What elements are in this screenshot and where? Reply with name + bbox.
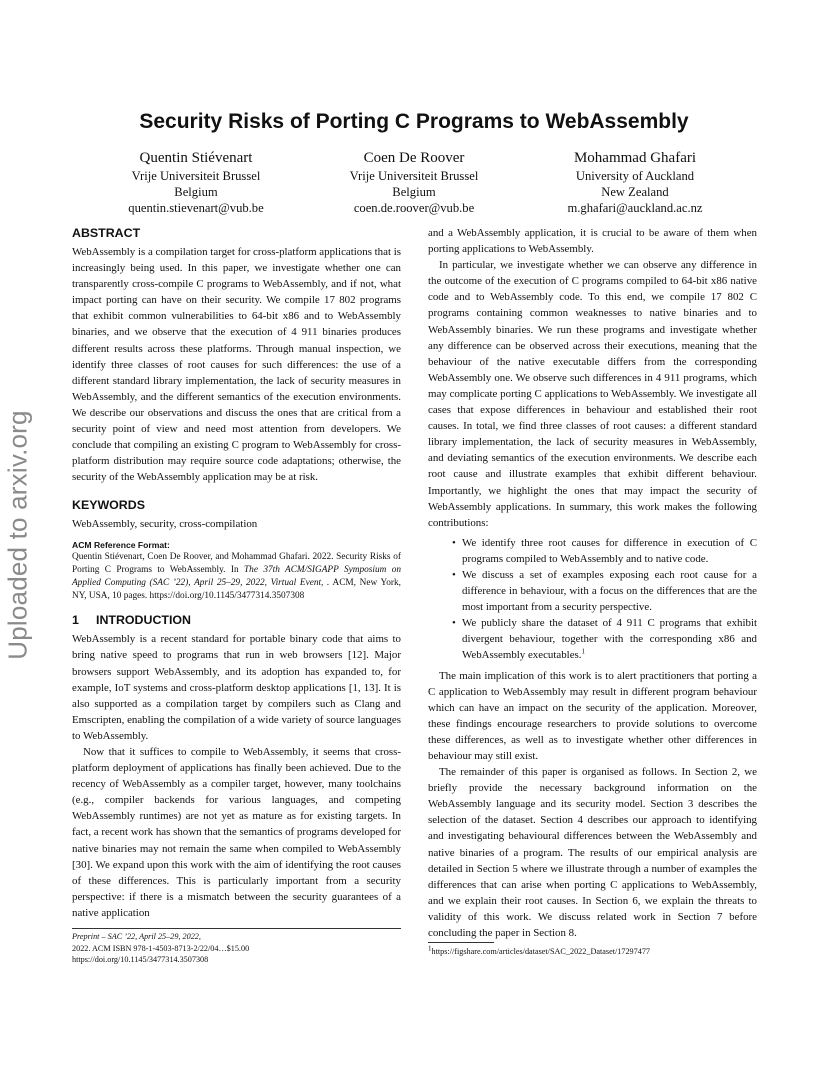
doi-line: https://doi.org/10.1145/3477314.3507308	[72, 955, 209, 964]
paper-title: Security Risks of Porting C Programs to WebAssembly	[139, 110, 689, 133]
dataset-link[interactable]: https://figshare.com/articles/dataset/SAC_2022_Dataset/17297477	[431, 947, 651, 956]
author-block-1	[116, 148, 276, 216]
author-country: Belgium	[392, 185, 436, 199]
author-name: Mohammad Ghafari	[573, 150, 697, 166]
intro-paragraph-1: WebAssembly is a recent standard for portable binary code that aims to bring native speed to programs that run in web browsers [12]. Major browsers support WebAssembly, and its adoption has expanded to, for example, IoT systems and cross-platform desktop applications [1, 13]. It is also supported as a compilation target by compilers such as Clang and Emscripten, enabling the compilation of a wide variety of source languages to WebAssembly.	[72, 633, 401, 742]
isbn-line: 2022. ACM ISBN 978-1-4503-8713-2/22/04…$15.00	[72, 943, 250, 953]
keywords-text: WebAssembly, security, cross-compilation	[72, 518, 258, 531]
author-email: coen.de.roover@vub.be	[353, 201, 475, 215]
copyright-footnote	[72, 928, 401, 966]
intro-paragraph-3: and a WebAssembly application, it is crucial to be aware of them when porting applications to WebAssembly.	[428, 227, 757, 256]
contributions-list	[428, 535, 757, 664]
keywords-heading: KEYWORDS	[72, 498, 145, 513]
footnote-number: 1	[428, 944, 432, 953]
preprint-line: Preprint – SAC ’22, April 25–29, 2022,	[72, 932, 201, 941]
list-item: • We discuss a set of examples exposing each root cause for a difference in behaviour, with a focus on the differences that are the most important from a security perspective.	[452, 568, 757, 614]
footnote-rule	[72, 928, 401, 929]
intro-paragraph-2: Now that it suffices to compile to WebAssembly, it seems that cross-platform deployment of applications has finally been achieved. Due to the recency of WebAssembly as a compiler target, however, many toolchains (e.g., compiler backends for various languages, and competing WebAssembly runtimes) are not yet as mature as for existing targets. In fact, a recent work has shown that the semantics of programs developed for native binaries may not remain the same when compiled to WebAssembly [30]. We expand upon this work with the aim of identifying the root causes of these differences. This is particularly important from a security perspective: if there is a mismatch between the security guarantees of a native application	[72, 745, 401, 919]
author-name: Quentin Stiévenart	[139, 150, 253, 166]
author-name: Coen De Roover	[363, 150, 465, 166]
right-column	[428, 225, 757, 941]
author-affiliation: Vrije Universiteit Brussel	[349, 169, 479, 183]
intro-paragraph-5: The main implication of this work is to alert practitioners that porting a C application to WebAssembly may result in different program behaviour which can have an impact on the security of the application. Moreover, these findings encourage researchers to provide solutions to overcome these differences, as well as to investigate whether other differences in behaviour may still exist.	[428, 669, 757, 762]
author-affiliation: University of Auckland	[575, 169, 695, 183]
footnote-marker: 1	[581, 647, 585, 656]
footnote-rule	[428, 942, 494, 943]
intro-paragraph-4: In particular, we investigate whether we can observe any difference in the outcome of the execution of C programs compiled to 64-bit x86 native code and to WebAssembly code. To this end, we compile 17 802 C programs containing common weaknesses to native binaries and to WebAssembly binaries. We run these programs and investigate whether any difference can be observed across their executions, meaning that the behaviour of the native executable differs from the corresponding WebAssembly one. We observe such differences in 4 911 programs, which may complicate porting C applications to WebAssembly. We investigate all cases that expose differences in behaviour and established their root causes. In total, we find three classes of root causes: a different standard library implementation, the lack of security measures in WebAssembly, and deviating semantics of the execution environments. We describe each root cause and illustrate examples that exhibit different behaviour. Importantly, we highlight the ones that may impact the security of WebAssembly applications. In summary, this work makes the following contributions:	[428, 259, 757, 529]
author-country: Belgium	[174, 185, 218, 199]
reference-format-heading: ACM Reference Format:	[72, 539, 170, 550]
arxiv-watermark	[0, 404, 36, 666]
list-item: • We identify three root causes for difference in execution of C programs compiled to WebAssembly and to native code.	[452, 536, 757, 565]
author-country: New Zealand	[601, 185, 669, 199]
author-email: quentin.stievenart@vub.be	[128, 201, 264, 215]
list-item: • We publicly share the dataset of 4 911 C programs that exhibit divergent behaviour, together with the corresponding x86 and WebAssembly executables.$^1$	[452, 617, 757, 662]
author-block-3	[552, 148, 718, 216]
abstract-text: WebAssembly is a compilation target for cross-platform applications that is increasingly being used. In this paper, we investigate whether one can transparently cross-compile C programs to WebAssembly, and if not, what impact porting can have on their security. We compile 17 802 programs that exhibit common vulnerabilities to 64-bit x86 and to WebAssembly binaries, and we observe that the execution of 4 911 binaries produces different results across these platforms. Through manual inspection, we identify three classes of root causes for such differences: the use of a different standard library implementation, the lack of security measures in WebAssembly, and the different semantics of the execution environments. We describe our observations and discuss the ones that are critical from a security point of view and need most attention from developers. We conclude that compiling an existing C program to WebAssembly for cross-platform distribution may require source code adaptations; otherwise, the security of the WebAssembly application may be at risk.	[72, 246, 401, 484]
left-column	[72, 225, 401, 921]
dataset-footnote	[428, 942, 757, 957]
intro-paragraph-6: The remainder of this paper is organised as follows. In Section 2, we briefly provide the necessary background information on the WebAssembly language and its security model. Section 3 describes the selection of the dataset. Section 4 describes our approach to identifying and investigating behavioural differences between the WebAssembly and native binaries of a program. The results of our empirical analysis are detailed in Section 5 where we illustrate through a number of examples the differences that can arise when porting C applications to WebAssembly, and we explain their root causes. In Section 6, we explain the threats to validity of this work. We discuss related work in Section 7 before concluding the paper in Section 8.	[428, 766, 757, 940]
watermark-text: Uploaded to arxiv.org	[2, 410, 33, 660]
abstract-heading: ABSTRACT	[72, 226, 141, 240]
author-email: m.ghafari@auckland.ac.nz	[567, 201, 703, 215]
introduction-heading: 1 INTRODUCTION	[72, 613, 191, 628]
author-affiliation: Vrije Universiteit Brussel	[131, 169, 261, 183]
author-block-2	[334, 148, 494, 216]
reference-format-text: Quentin Stiévenart, Coen De Roover, and Mohammad Ghafari. 2022. Security Risks of Porting C Programs to WebAssembly. In The 37th ACM/SIGAPP Symposium on Applied Computing (SAC ’22), April 25–29, 2022, Virtual Event, . ACM, New York, NY, USA, 10 pages. https://doi.org/10.1145/3477314.3507308	[72, 551, 401, 602]
